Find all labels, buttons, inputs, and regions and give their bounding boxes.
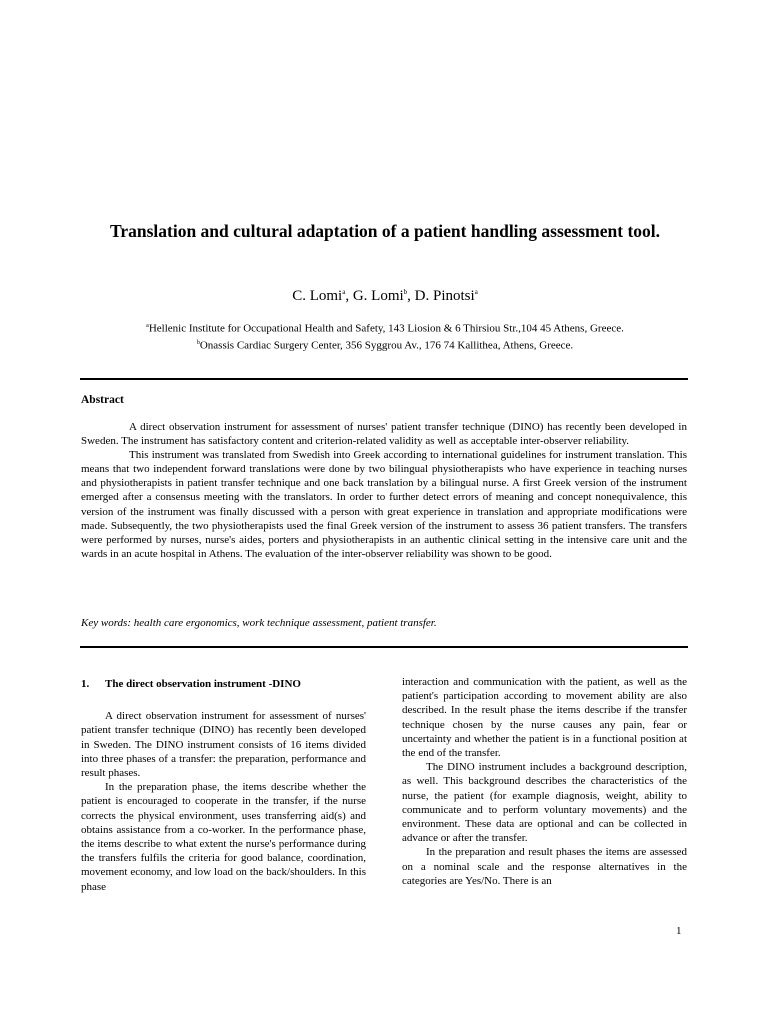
body-paragraph: The DINO instrument includes a background description, as well. This background describes the characteristics of the nurse, the patient (for example diagnosis, weight, ability to communicate and to perform voluntary movements) and the environment. These data are optional and can be collected in advance or after the transfer. xyxy=(402,761,687,845)
body-paragraph: In the preparation phase, the items describe whether the patient is encouraged to cooperate in the transfer, if the nurse corrects the physical environment, uses transferring aid(s) and obtains assistance from a co-worker. In the performance phase, the items describe to what extent the nurse's performance during the transfers fulfils the criteria for good balance, coordination, movement economy, and low load on the back/shoulders. In this phase xyxy=(81,781,366,893)
affil-mark: a xyxy=(146,323,149,329)
keywords: Key words: health care ergonomics, work technique assessment, patient transfer. xyxy=(81,617,437,629)
body-paragraph: A direct observation instrument for assessment of nurses' patient transfer technique (DINO) has recently been developed in Sweden. The DINO instrument consists of 16 items divided into three phases of a transfer: the preparation, performance and result phases. xyxy=(81,710,366,780)
affiliation-line xyxy=(60,319,710,336)
abstract-body xyxy=(81,420,687,561)
body-paragraph: interaction and communication with the patient, as well as the patient's participation according to movement ability are also described. In the result phase the items describe if the transfer technique chosen by the nurse causes any pain, fear or uncertainty and whether the patient is in a functional position at the end of the transfer. xyxy=(402,676,687,760)
author-name: C. Lomi xyxy=(292,288,343,304)
affil-text: Onassis Cardiac Surgery Center, 356 Syggrou Av., 176 74 Kallithea, Athens, Greece. xyxy=(199,339,574,352)
body-paragraph: In the preparation and result phases the items are assessed on a nominal scale and the response alternatives in the categories are Yes/No. There is an xyxy=(402,846,687,887)
section-title: The direct observation instrument -DINO xyxy=(105,678,301,690)
author-name: G. Lomi xyxy=(352,288,404,304)
author-name: D. Pinotsi xyxy=(414,288,475,304)
page-number: 1 xyxy=(676,925,682,937)
affil-text: Hellenic Institute for Occupational Health and Safety, 143 Liosion & 6 Thirsiou Str.,104 45 Athens, Greece. xyxy=(148,322,624,335)
abstract-heading: Abstract xyxy=(81,394,124,406)
affiliation-line xyxy=(60,336,710,353)
left-column xyxy=(81,677,366,894)
abstract-paragraph: This instrument was translated from Swedish into Greek according to international guidelines for instrument translation. This means that two independent forward translations were done by two bilingual physiotherapists who have experience in teaching nurses and physiotherapists in patient transfer technique and one back translation by a bilingual nurse. A first Greek version of the instrument emerged after a consensus meeting with the translators. In order to further detect errors of meaning and concept nonequivalence, this version of the instrument was finally discussed with a person with great experience in translation and appropriate modifications were made. Subsequently, the two physiotherapists used the final Greek version of the instrument to assess 36 patient transfers. The transfers were performed by nurses, nurse's aides, porters and physiotherapists in an authentic clinical setting in the intensive care unit and the wards in an acute hospital in Athens. The evaluation of the inter-observer reliability was shown to be good. xyxy=(81,449,687,560)
affiliations xyxy=(60,319,710,352)
author-separator: , xyxy=(407,288,415,304)
section-number: 1. xyxy=(81,678,90,690)
author-list xyxy=(100,282,670,306)
affil-mark: b xyxy=(196,339,200,346)
right-column xyxy=(402,675,687,888)
abstract-top-rule xyxy=(80,378,688,380)
abstract-bottom-rule xyxy=(80,646,688,648)
section-heading xyxy=(81,677,366,691)
author-separator: , xyxy=(345,288,353,304)
author-affil-mark: a xyxy=(474,288,478,296)
abstract-paragraph: A direct observation instrument for assessment of nurses' patient transfer technique (DINO) has recently been developed in Sweden. The instrument has satisfactory content and criterion-related validity as well as acceptable inter-observer reliability. xyxy=(81,421,687,448)
author-affil-mark: a xyxy=(342,288,346,296)
paper-title: Translation and cultural adaptation of a patient handling assessment tool. xyxy=(109,221,661,241)
author-affil-mark: b xyxy=(403,288,408,296)
